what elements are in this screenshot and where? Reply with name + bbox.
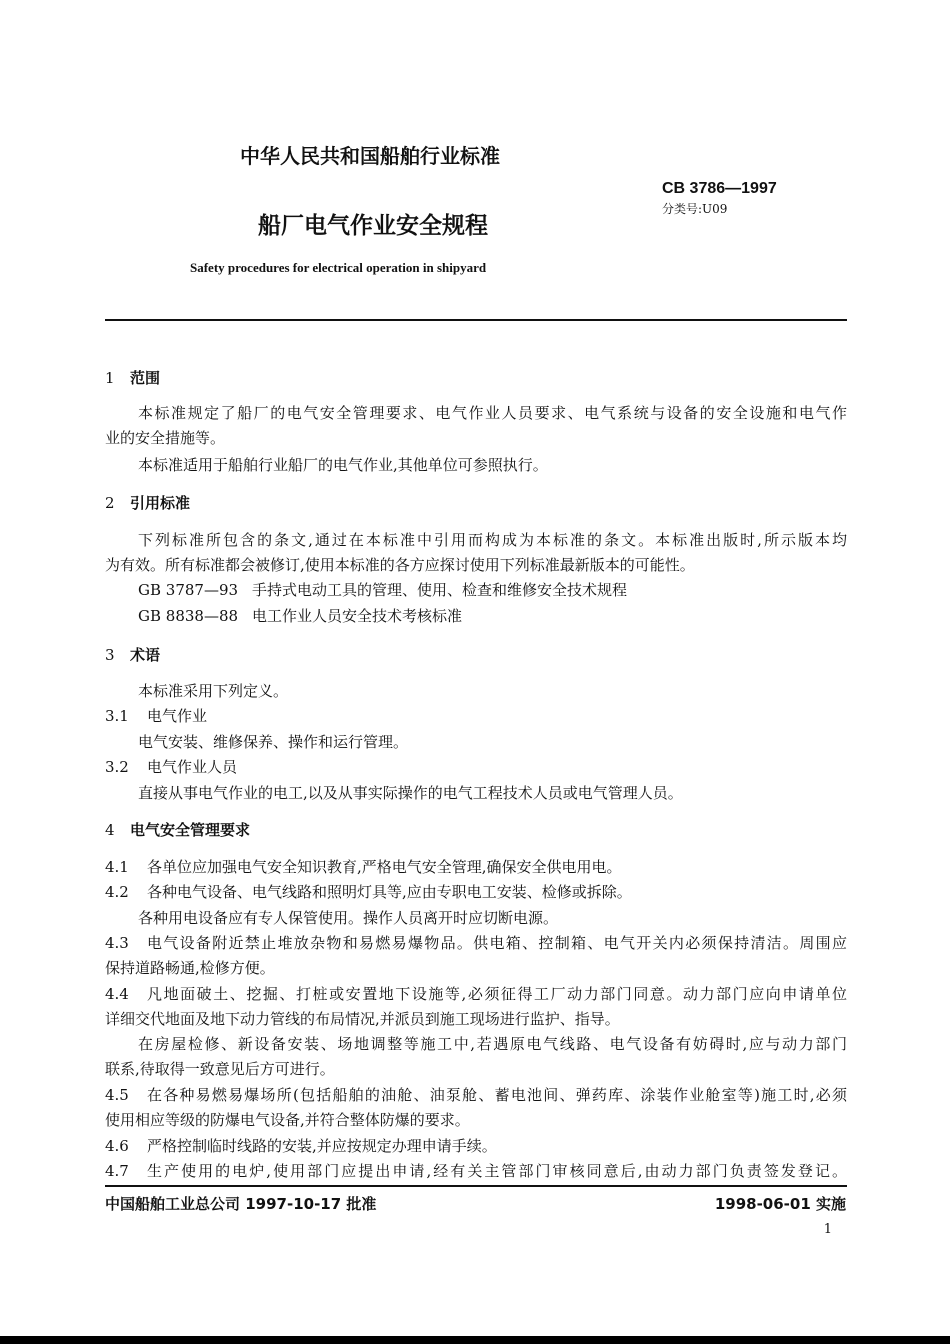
paragraph-line: 下列标准所包含的条文,通过在本标准中引用而构成为本标准的条文。本标准出版时,所示版本均 [138,531,847,549]
clause-text: 各种用电设备应有专人保管使用。操作人员离开时应切断电源。 [138,909,559,927]
paragraph-line: 详细交代地面及地下动力管线的布局情况,并派员到施工现场进行监护、指导。 [105,1010,620,1028]
clause-number: 4.2 [105,883,129,901]
clause-paragraph [105,1083,847,1133]
implementation-date: 1998-06-01 实施 [714,1195,846,1213]
clause-number: 4.4 [105,985,129,1003]
header-divider [105,319,847,321]
clause-number: 4.6 [105,1137,129,1155]
clause-paragraph [105,931,847,981]
clause-number: 4.5 [105,1086,129,1104]
paragraph-line: 凡地面破土、挖掘、打桩或安置地下设施等,必须征得工厂动力部门同意。动力部门应向申请单位 [147,985,847,1003]
term-name: 电气作业人员 [147,758,238,776]
paragraph [105,453,847,478]
term-definition: 电气安装、维修保养、操作和运行管理。 [138,733,409,751]
paragraph [105,528,847,578]
page-number: 1 [823,1222,832,1237]
paragraph-line: 本标准适用于船舶行业船厂的电气作业,其他单位可参照执行。 [138,456,548,474]
section-title: 电气安全管理要求 [130,821,251,839]
paragraph [105,401,847,451]
section-number: 3 [105,646,115,664]
standard-org-title: 中华人民共和国船舶行业标准 [240,144,500,168]
section-title: 范围 [130,369,161,387]
clause-paragraph [105,1032,847,1082]
section-title: 术语 [130,646,161,664]
paragraph-line: 电气设备附近禁止堆放杂物和易燃易爆物品。供电箱、控制箱、电气开关内必须保持清洁。周围应 [147,934,847,952]
clause-number: 4.1 [105,858,129,876]
paragraph-line: 生产使用的电炉,使用部门应提出申请,经有关主管部门审核同意后,由动力部门负责签发登记。 [147,1162,847,1180]
section-number: 1 [105,369,115,387]
section-number: 2 [105,494,115,512]
paragraph-line: 在房屋检修、新设备安装、场地调整等施工中,若遇原电气线路、电气设备有妨碍时,应与动力部门 [138,1035,847,1053]
paragraph-line: 业的安全措施等。 [105,429,226,447]
paragraph-line: 为有效。所有标准都会被修订,使用本标准的各方应探讨使用下列标准最新版本的可能性。 [105,556,695,574]
approval-statement: 中国船舶工业总公司 1997-10-17 批准 [105,1195,377,1213]
paragraph-line: 本标准规定了船厂的电气安全管理要求、电气作业人员要求、电气系统与设备的安全设施和电气作 [138,404,847,422]
term-definition: 直接从事电气作业的电工,以及从事实际操作的电气工程技术人员或电气管理人员。 [138,784,683,802]
paragraph-line: 保持道路畅通,检修方便。 [105,959,275,977]
section-title: 引用标准 [130,494,191,512]
standard-number: CB 3786—1997 [662,180,777,197]
clause-number: 4.3 [105,934,129,952]
term-name: 电气作业 [147,707,208,725]
section-intro: 本标准采用下列定义。 [138,682,289,700]
paragraph-line: 联系,待取得一致意见后方可进行。 [105,1060,335,1078]
term-number: 3.1 [105,707,129,725]
paragraph-line: 在各种易燃易爆场所(包括船舶的油舱、油泵舱、蓄电池间、弹药库、涂装作业舱室等)施工时,必须 [147,1086,847,1104]
clause-paragraph [105,1159,847,1184]
reference-name: 电工作业人员安全技术考核标准 [252,607,463,625]
document-title-en: Safety procedures for electrical operation in shipyard [190,260,487,275]
classification-code: 分类号:U09 [662,202,728,216]
clause-paragraph [105,982,847,1032]
clause-text: 严格控制临时线路的安装,并应按规定办理申请手续。 [147,1137,497,1155]
clause-text: 各单位应加强电气安全知识教育,严格电气安全管理,确保安全供电用电。 [147,858,622,876]
document-title-cn: 船厂电气作业安全规程 [258,213,488,239]
paragraph-line: 使用相应等级的防爆电气设备,并符合整体防爆的要求。 [105,1111,470,1129]
clause-number: 4.7 [105,1162,129,1180]
reference-code: GB 3787—93 [138,581,239,599]
footer-divider [105,1185,847,1187]
reference-name: 手持式电动工具的管理、使用、检查和维修安全技术规程 [252,581,628,599]
term-number: 3.2 [105,758,129,776]
section-number: 4 [105,821,115,839]
scan-edge [0,1336,950,1344]
clause-text: 各种电气设备、电气线路和照明灯具等,应由专职电工安装、检修或拆除。 [147,883,632,901]
reference-code: GB 8838—88 [138,607,239,625]
